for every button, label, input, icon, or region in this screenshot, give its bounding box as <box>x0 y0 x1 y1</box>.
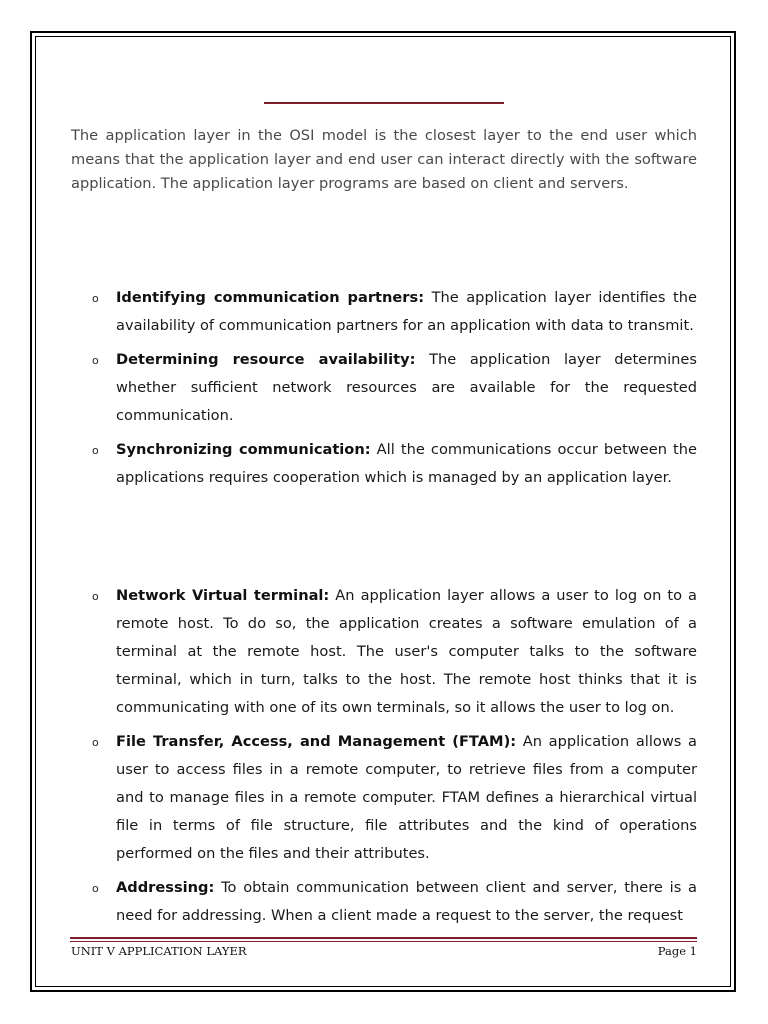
bullet-icon: o <box>92 444 99 457</box>
list-item-term: Network Virtual terminal: <box>116 587 330 604</box>
bullet-icon: o <box>92 882 99 895</box>
list-item-text: To obtain communication between client and server, there is a need for addressing. When a client made a request to the server, the request <box>116 879 697 924</box>
list-item <box>92 346 698 430</box>
bullet-icon: o <box>92 292 99 305</box>
list-item-term: Synchronizing communication: <box>116 441 371 458</box>
list-item <box>92 874 697 930</box>
list-item <box>92 284 697 340</box>
functions-list <box>0 284 768 498</box>
bullet-icon: o <box>92 736 99 749</box>
list-item <box>92 728 697 868</box>
footer-unit-title: UNIT V APPLICATION LAYER <box>71 944 247 958</box>
intro-paragraph: The application layer in the OSI model is the closest layer to the end user which means that the application layer and end user can interact directly with the software application. The application layer programs are based on client and servers. <box>71 127 697 192</box>
footer-rule <box>70 937 697 939</box>
heading-rule <box>264 102 504 104</box>
list-item-text: The application layer determines whether sufficient network resources are available for the requested communication. <box>116 351 698 424</box>
list-item-term: File Transfer, Access, and Management (FTAM): <box>116 733 517 750</box>
list-item-text: All the communications occur between the applications requires cooperation which is managed by an application layer. <box>116 441 697 486</box>
services-list <box>0 582 768 936</box>
list-item-term: Addressing: <box>116 879 215 896</box>
bullet-icon: o <box>92 590 99 603</box>
list-item-text: An application layer allows a user to log on to a remote host. To do so, the application creates a software emulation of a terminal at the remote host. The user's computer talks to the software terminal, which in turn, talks to the host. The remote host thinks that it is communicating with one of its own terminals, so it allows the user to log on. <box>116 587 697 716</box>
list-item-term: Determining resource availability: <box>116 351 416 368</box>
list-item <box>92 436 697 492</box>
list-item-term: Identifying communication partners: <box>116 289 425 306</box>
footer-page-number: Page 1 <box>657 944 697 958</box>
list-item-text: The application layer identifies the availability of communication partners for an application with data to transmit. <box>116 289 697 334</box>
list-item <box>92 582 697 722</box>
list-item-text: An application allows a user to access files in a remote computer, to retrieve files from a computer and to manage files in a remote computer. FTAM defines a hierarchical virtual file in terms of file structure, file attributes and the kind of operations performed on the files and their attributes. <box>116 733 697 862</box>
bullet-icon: o <box>92 354 99 367</box>
footer-rule-thin <box>70 941 697 942</box>
